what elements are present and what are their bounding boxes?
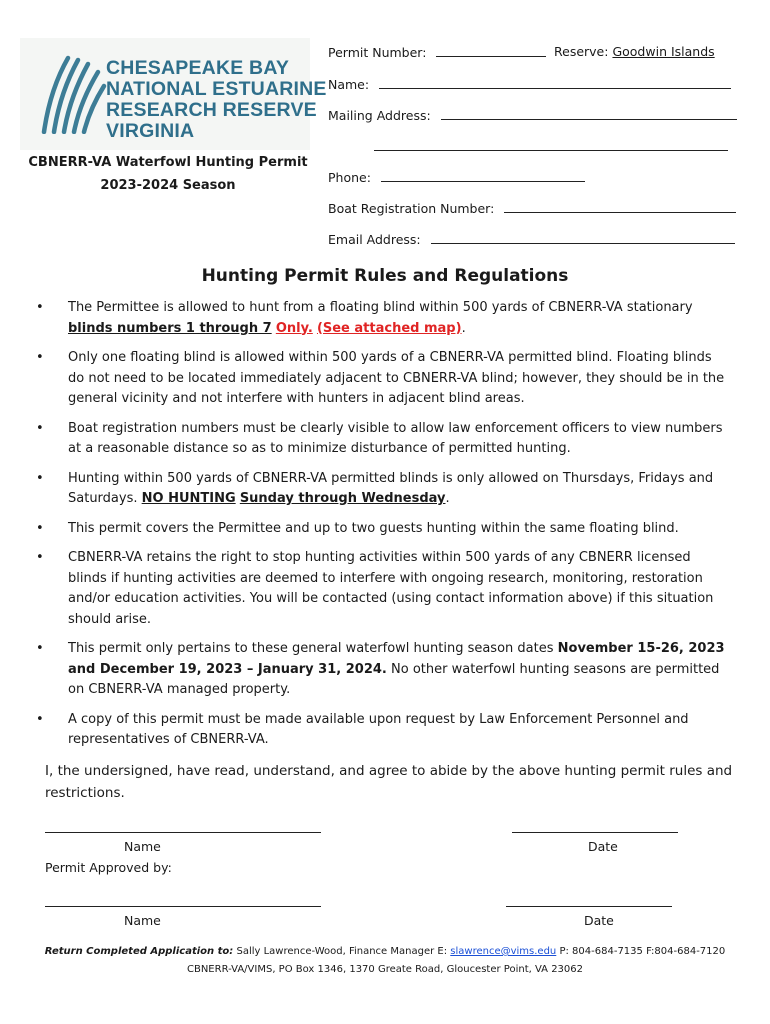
rule-text: Hunting within 500 yards of CBNERR-VA permitted blinds is only allowed on Thursdays, Fridays and Saturdays. bbox=[68, 470, 714, 506]
bullet-icon: • bbox=[36, 420, 44, 436]
rule-text: The Permittee is allowed to hunt from a floating blind within 500 yards of CBNERR-VA stationary bbox=[68, 300, 693, 315]
rule-text: No other waterfowl hunting seasons are permitted on CBNERR-VA managed property. bbox=[68, 661, 720, 697]
phone-field bbox=[328, 169, 585, 186]
rule-item bbox=[36, 419, 726, 460]
bullet-icon: • bbox=[36, 350, 44, 365]
rules-heading: Hunting Permit Rules and Regulations bbox=[201, 266, 569, 286]
rule-text: . bbox=[461, 320, 466, 336]
rule-emphasis-red: Only. bbox=[275, 320, 313, 336]
acknowledgement: I, the undersigned, have read, understand, and agree to abide by the above hunting permit rules and restrictions. bbox=[45, 763, 733, 801]
rule-text: CBNERR-VA retains the right to stop hunting activities within 500 yards of any CBNERR licensed blinds if hunting activities are deemed to interfere with ongoing research, monitoring, restoration and/or education activities. You will be contacted (using contact information above) if this situation should arise. bbox=[68, 550, 714, 627]
rule-item bbox=[36, 348, 726, 410]
approver-name-signature-line[interactable] bbox=[45, 906, 321, 907]
rule-text: This permit covers the Permittee and up to two guests hunting within the same floating blind. bbox=[68, 520, 679, 536]
applicant-name-signature-line[interactable] bbox=[45, 832, 321, 833]
rule-text: This permit only pertains to these general waterfowl hunting season dates bbox=[68, 641, 554, 656]
bullet-icon: • bbox=[36, 550, 44, 565]
season-dates: November 15-26, 2023 and December 19, 2023 – January 31, 2024. bbox=[68, 641, 725, 677]
logo-line: VIRGINIA bbox=[106, 120, 195, 142]
mailing-address-line-2[interactable] bbox=[374, 150, 728, 151]
logo-line: RESEARCH RESERVE bbox=[106, 99, 317, 121]
season-label: 2023-2024 Season bbox=[100, 178, 236, 193]
permit-number-field bbox=[328, 44, 546, 61]
bullet-icon: • bbox=[36, 641, 44, 656]
mailing-address-input[interactable] bbox=[441, 107, 737, 120]
approved-by-label: Permit Approved by: bbox=[45, 860, 172, 875]
name-input[interactable] bbox=[379, 76, 731, 89]
email-field bbox=[328, 231, 735, 248]
bullet-icon: • bbox=[36, 711, 44, 727]
reserve-label: Reserve: bbox=[554, 44, 609, 59]
date-caption: Date bbox=[584, 913, 614, 928]
boat-registration-field bbox=[328, 200, 736, 217]
rule-item bbox=[36, 639, 726, 701]
bullet-icon: • bbox=[36, 300, 44, 315]
bullet-icon: • bbox=[36, 470, 44, 486]
footer-phones: P: 804-684-7135 F:804-684-7120 bbox=[559, 946, 726, 957]
email-input[interactable] bbox=[431, 231, 735, 244]
name-caption: Name bbox=[124, 839, 161, 854]
rule-text: Boat registration numbers must be clearly visible to allow law enforcement officers to view numbers at a reasonable distance so as to minimize disturbance of permitted hunting. bbox=[68, 420, 723, 456]
applicant-date-line[interactable] bbox=[512, 832, 678, 833]
rule-item bbox=[36, 519, 726, 540]
mailing-address-label: Mailing Address: bbox=[328, 108, 431, 123]
name-field bbox=[328, 76, 731, 93]
permit-title: CBNERR-VA Waterfowl Hunting Permit bbox=[28, 155, 308, 170]
approver-date-line[interactable] bbox=[506, 906, 672, 907]
rule-emphasis: blinds numbers 1 through 7 bbox=[68, 320, 272, 336]
rule-text: Only one floating blind is allowed within 500 yards of a CBNERR-VA permitted blind. Floating blinds do not need to be located immediately adjacent to CBNERR-VA blind; however, they should be in the general vicinity and not interfere with hunters in adjacent blind areas. bbox=[68, 350, 725, 406]
rule-item bbox=[36, 298, 726, 339]
rule-item bbox=[36, 710, 726, 751]
mailing-address-field bbox=[328, 107, 737, 124]
email-label: Email Address: bbox=[328, 232, 421, 247]
boat-registration-input[interactable] bbox=[504, 200, 736, 213]
name-caption: Name bbox=[124, 913, 161, 928]
date-caption: Date bbox=[588, 839, 618, 854]
bullet-icon: • bbox=[36, 520, 44, 536]
rule-emphasis: Sunday through Wednesday bbox=[239, 491, 446, 506]
footer-address: CBNERR-VA/VIMS, PO Box 1346, 1370 Greate Road, Gloucester Point, VA 23062 bbox=[186, 964, 584, 975]
phone-input[interactable] bbox=[381, 169, 585, 182]
logo-line: NATIONAL ESTUARINE bbox=[106, 78, 327, 100]
marsh-grass-icon bbox=[38, 54, 108, 134]
reserve-value: Goodwin Islands bbox=[612, 44, 715, 59]
phone-label: Phone: bbox=[328, 170, 371, 185]
rule-emphasis: NO HUNTING bbox=[141, 491, 236, 506]
logo-text bbox=[106, 58, 327, 142]
rule-map-reference: (See attached map) bbox=[316, 320, 462, 336]
footer-email-link[interactable]: slawrence@vims.edu bbox=[450, 946, 557, 957]
rule-item bbox=[36, 469, 726, 510]
permit-number-input[interactable] bbox=[436, 44, 546, 57]
name-label: Name: bbox=[328, 77, 370, 92]
permit-number-label: Permit Number: bbox=[328, 45, 427, 60]
footer-contact bbox=[0, 946, 770, 957]
rule-text: . bbox=[445, 491, 450, 506]
rule-text: A copy of this permit must be made available upon request by Law Enforcement Personnel and representatives of CBNERR-VA. bbox=[68, 711, 689, 747]
rule-item bbox=[36, 548, 726, 630]
logo-line: CHESAPEAKE BAY bbox=[106, 57, 290, 79]
footer-contact-name: Sally Lawrence-Wood, Finance Manager E: bbox=[236, 946, 448, 957]
reserve-field bbox=[554, 44, 715, 60]
footer-lead: Return Completed Application to: bbox=[44, 946, 234, 957]
rules-list bbox=[36, 298, 726, 751]
boat-registration-label: Boat Registration Number: bbox=[328, 201, 495, 216]
